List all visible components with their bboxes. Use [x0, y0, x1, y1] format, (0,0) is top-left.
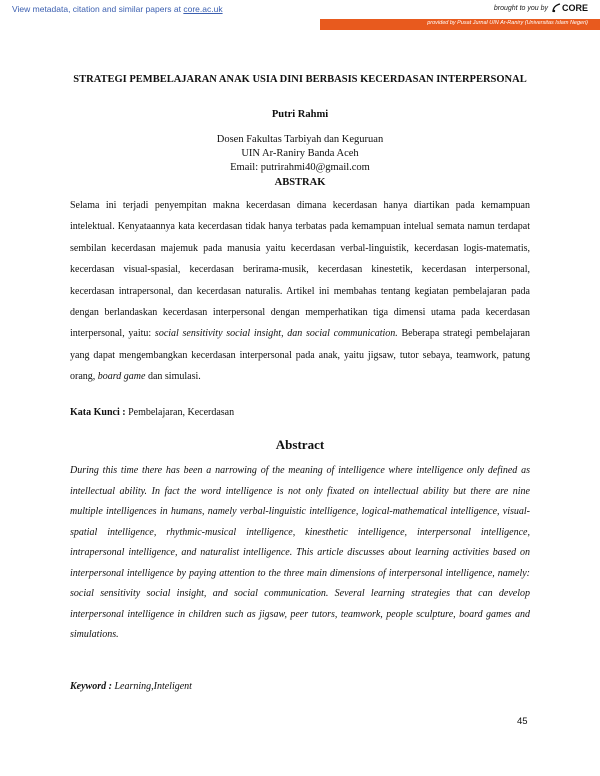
brought-to-you-label: brought to you by: [493, 4, 548, 12]
keyword-line: [70, 681, 192, 692]
page-number: 45: [517, 716, 528, 727]
core-logo-icon: [551, 3, 561, 13]
abstract-paragraph: During this time there has been a narrowing of the meaning of intelligence where intelligence only defined as intellectual ability. In fact the word intelligence is not only fixated on intellectual ability but there are nine multiple intelligences in humans, namely verbal-linguistic intelligence, logical-mathematical intelligence, visual-spatial intelligence, rhythmic-musical intelligence, kinesthetic intelligence, interpersonal intelligence, intrapersonal intelligence, and naturalist intelligence. This article discusses about learning activities based on interpersonal intelligence by paying attention to the three main dimensions of interpersonal intelligence, namely: social sensitivity social insight, and social communication. Several learning strategies that can develop interpersonal intelligence in children such as jigsaw, peer tutors, teamwork, people sculpture, board games and simulations.: [70, 465, 530, 640]
abstrak-main-text: Selama ini terjadi penyempitan makna kecerdasan dimana kecerdasan hanya diartikan pada kemampuan intelektual. Kenyataannya kata kecerdasan tidak hanya terbatas pada kemampuan intelual semata namun terdapat sembilan kecerdasan majemuk pada manusia yaitu kecerdasan verbal-linguistik, kecerdasan logis-matematis, kecerdasan visual-spasial, kecerdasan berirama-musik, kecerdasan kinestetik, kecerdasan interpersonal, kecerdasan intrapersonal, dan kecerdasan naturalis. Artikel ini membahas tentang kegiatan pembelajaran pada dengan berlandaskan kecerdasan interpersonal dengan memperhatikan tiga dimensi utama pada kecerdasan interpersonal, yaitu:: [70, 200, 530, 340]
affiliation-university: UIN Ar-Raniry Banda Aceh: [241, 148, 359, 159]
abstract-heading: Abstract: [275, 437, 325, 452]
core-logo[interactable]: [551, 3, 588, 13]
abstrak-paragraph: [70, 195, 530, 388]
keyword-label: Keyword :: [70, 681, 112, 692]
core-logo-text: CORE: [561, 3, 588, 13]
author-name: Putri Rahmi: [271, 109, 329, 120]
abstrak-end-text: dan simulasi.: [145, 371, 201, 383]
affiliation-faculty: Dosen Fakultas Tarbiyah dan Keguruan: [216, 134, 384, 145]
abstrak-italic-dimensions: social sensitivity social insight, dan social communication.: [154, 328, 398, 340]
provided-by-banner: [320, 19, 600, 30]
paper-title: STRATEGI PEMBELAJARAN ANAK USIA DINI BERBASIS KECERDASAN INTERPERSONAL: [73, 74, 527, 85]
core-ac-uk-link[interactable]: core.ac.uk: [183, 4, 223, 14]
brought-by-core: [494, 3, 588, 13]
metadata-link-prefix: View metadata, citation and similar papers at: [12, 4, 184, 14]
affiliation-block: [0, 133, 600, 175]
core-metadata-link-line: [12, 4, 223, 14]
keyword-values: Learning,Inteligent: [111, 681, 192, 692]
abstrak-heading: ABSTRAK: [274, 177, 326, 188]
abstrak-tail-text: Beberapa strategi pembelajaran yang dapat mengembangkan kecerdasan interpersonal pada anak, yaitu jigsaw, tutor sebaya, teamwork, patung orang,: [70, 328, 530, 383]
kata-kunci-label: Kata Kunci :: [70, 407, 126, 418]
provided-by-text: provided by Pusat Jurnal UIN Ar-Raniry (Universitas Islam Negeri): [427, 20, 588, 26]
author-email: Email: putrirahmi40@gmail.com: [230, 162, 370, 173]
kata-kunci-line: [70, 407, 234, 418]
abstrak-italic-board-game: board game: [97, 371, 146, 383]
kata-kunci-values: Pembelajaran, Kecerdasan: [125, 407, 235, 418]
core-header-bar: [0, 0, 600, 30]
